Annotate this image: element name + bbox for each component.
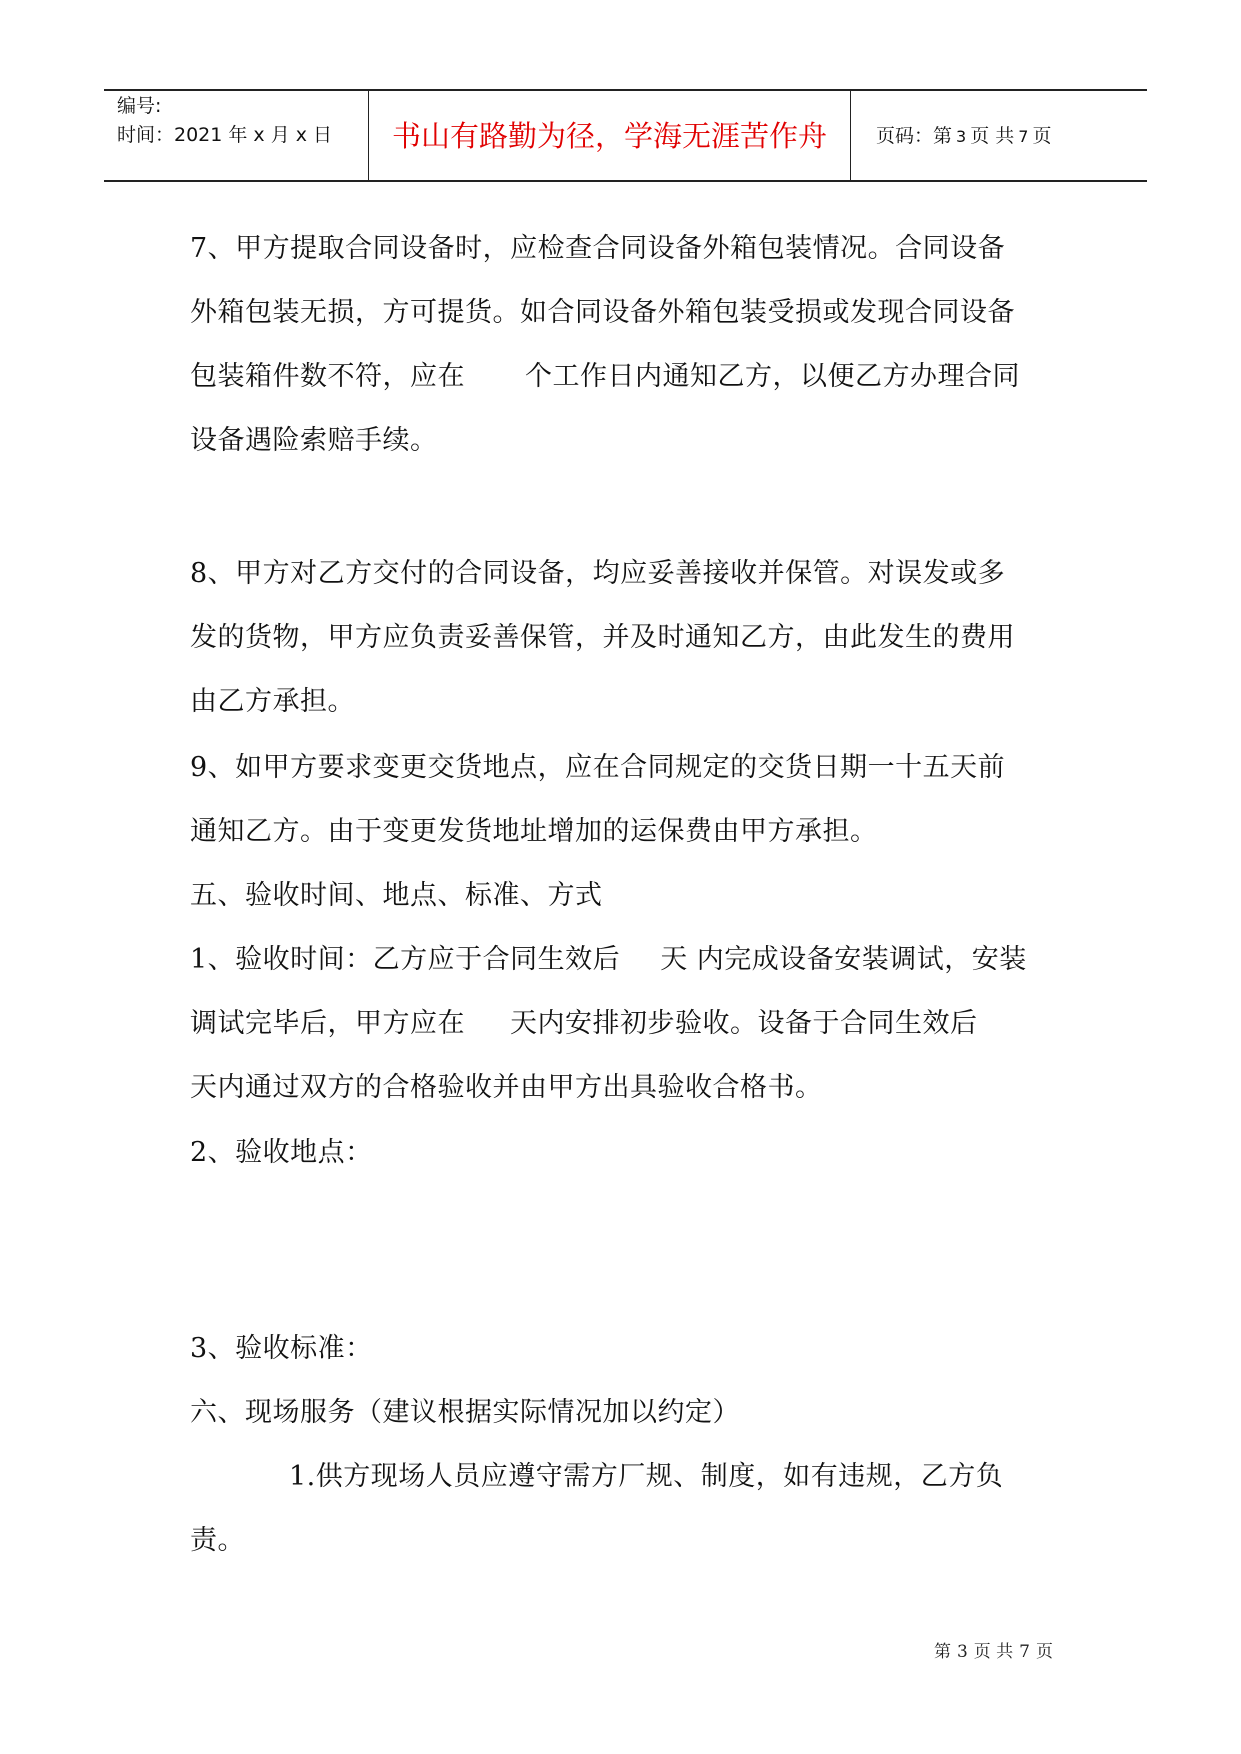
section-5-1-line-3: 天内通过双方的合格验收并由甲方出具验收合格书。 <box>190 1072 823 1103</box>
header-motto: 书山有路勤为径，学海无涯苦作舟 <box>369 91 851 180</box>
page-footer <box>931 1637 1056 1662</box>
page-suffix: 页 <box>1032 125 1052 147</box>
footer-mid: 页 共 <box>973 1642 1014 1662</box>
footer-suffix: 页 <box>1036 1642 1053 1662</box>
section-5-1-line-1a: 1、验收时间：乙方应于合同生效后 <box>190 944 621 975</box>
clause-9-line-1: 9、如甲方要求变更交货地点，应在合同规定的交货日期一十五天前 <box>190 752 1006 783</box>
clause-7-line-1: 7、甲方提取合同设备时，应检查合同设备外箱包装情况。合同设备 <box>190 233 1006 264</box>
section-5-1-line-2b: 天内安排初步验收。设备于合同生效后 <box>510 1008 978 1039</box>
section-6-1-line-2: 责。 <box>190 1525 245 1556</box>
page-current: 3 <box>956 127 967 146</box>
section-6-1-line-1: 1.供方现场人员应遵守需方厂规、制度，如有违规，乙方负 <box>289 1461 1004 1492</box>
clause-7-line-3b: 个工作日内通知乙方，以便乙方办理合同 <box>525 361 1020 392</box>
header-meta <box>104 91 369 180</box>
section-5-3: 3、验收标准： <box>190 1333 373 1364</box>
footer-prefix: 第 <box>933 1642 951 1662</box>
page-mid: 页 共 <box>970 125 1015 147</box>
clause-7-line-4: 设备遇险索赔手续。 <box>190 425 438 456</box>
section-5-1-line-1b: 天 内完成设备安装调试，安装 <box>660 944 1027 975</box>
footer-current: 3 <box>956 1642 968 1662</box>
page-total: 7 <box>1018 127 1029 146</box>
clause-8-line-1: 8、甲方对乙方交付的合同设备，均应妥善接收并保管。对误发或多 <box>190 558 1006 589</box>
section-5-title: 五、验收时间、地点、标准、方式 <box>190 880 603 911</box>
clause-7-line-3a: 包装箱件数不符，应在 <box>190 361 465 392</box>
time-label: 时间：2021 年 x 月 x 日 <box>117 124 333 146</box>
clause-9-line-2: 通知乙方。由于变更发货地址增加的运保费由甲方承担。 <box>190 816 878 847</box>
clause-8-line-2: 发的货物，甲方应负责妥善保管，并及时通知乙方，由此发生的费用 <box>190 622 1015 653</box>
section-5-1-line-1 <box>190 937 1027 976</box>
clause-7-line-2: 外箱包装无损，方可提货。如合同设备外箱包装受损或发现合同设备 <box>190 297 1015 328</box>
clause-7-line-3 <box>190 354 1020 393</box>
section-5-2: 2、验收地点： <box>190 1137 373 1168</box>
section-5-1-line-2 <box>190 1001 978 1040</box>
header-page-number <box>851 91 1147 180</box>
serial-label: 编号: <box>117 95 162 117</box>
section-5-1-line-2a: 调试完毕后，甲方应在 <box>190 1008 465 1039</box>
clause-8-line-3: 由乙方承担。 <box>190 686 355 717</box>
page-header <box>104 89 1147 182</box>
section-6-title: 六、现场服务（建议根据实际情况加以约定） <box>190 1397 740 1428</box>
footer-total: 7 <box>1019 1642 1030 1662</box>
page-prefix: 页码：第 <box>876 125 953 147</box>
